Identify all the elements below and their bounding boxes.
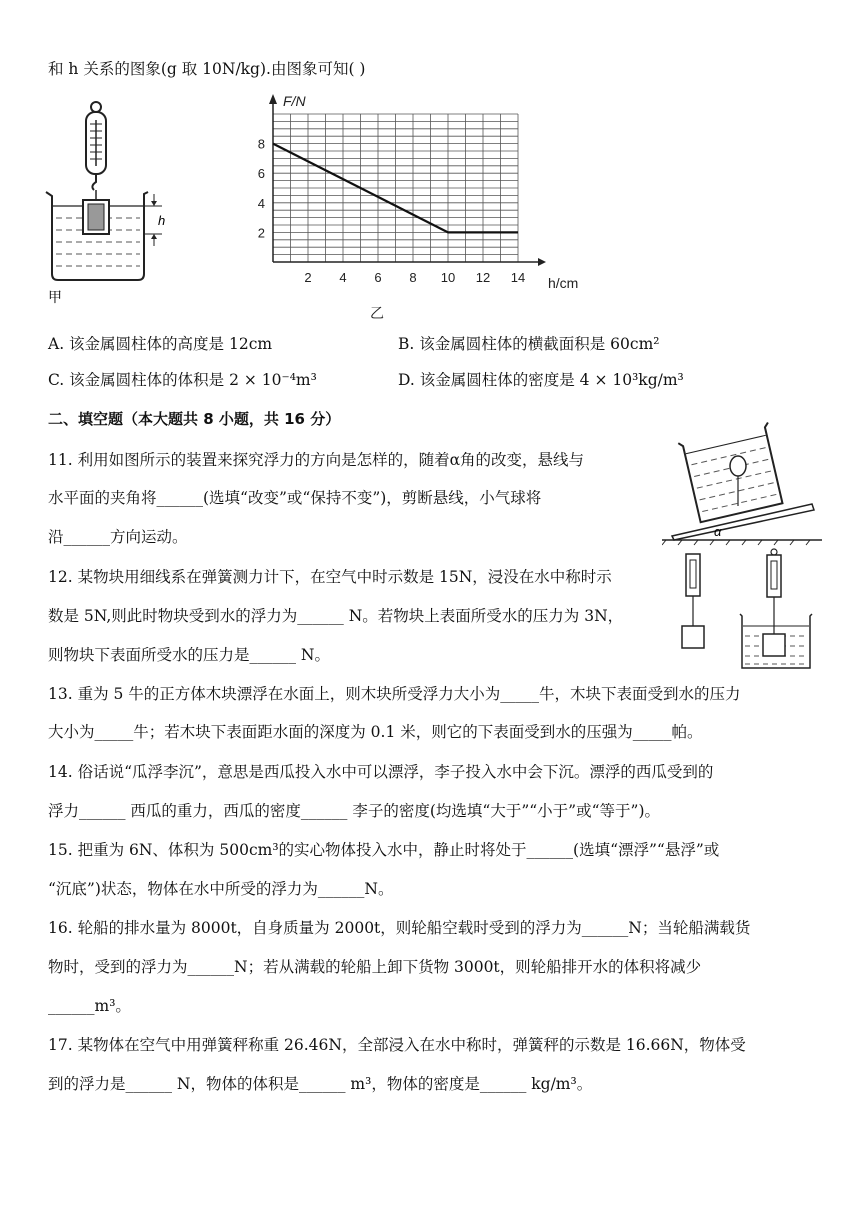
option-a: A. 该金属圆柱体的高度是 12cm [48,335,273,353]
section-heading: 二、填空题（本大题共 8 小题，共 16 分） [48,410,341,428]
option-c: C. 该金属圆柱体的体积是 2 × 10⁻⁴m³ [48,371,317,389]
x-tick-label: 2 [304,270,312,285]
x-tick-label: 4 [339,270,347,285]
question-line: 则物块下表面所受水的压力是______ N。 [48,646,330,664]
x-tick-label: 8 [409,270,417,285]
question-line: 16. 轮船的排水量为 8000t，自身质量为 2000t，则轮船空载时受到的浮力为______N；当轮船满载货 [48,919,751,937]
question-line: “沉底”)状态，物体在水中所受的浮力为______N。 [48,880,394,898]
y-tick-label: 4 [257,195,265,211]
y-tick-label: 2 [257,225,265,241]
y-tick-label: 8 [257,136,265,152]
x-axis-label: h/cm [548,275,579,291]
alpha-label: α [714,524,722,539]
y-axis-arrow [269,94,277,104]
question-line: 数是 5N,则此时物块受到水的浮力为______ N。若物块上表面所受水的压力为 3N， [48,607,624,625]
figure-jia-label: 甲 [48,289,62,305]
question-line: 14. 俗话说“瓜浮李沉”，意思是西瓜投入水中可以漂浮，李子投入水中会下沉。漂浮的西瓜受到的 [48,763,714,781]
option-d: D. 该金属圆柱体的密度是 4 × 10³kg/m³ [398,371,684,389]
question-line: 到的浮力是______ N，物体的体积是______ m³，物体的密度是______ kg/m³。 [48,1075,593,1093]
question-line: 12. 某物块用细线系在弹簧测力计下，在空气中时示数是 15N，浸没在水中称时示 [48,568,612,586]
x-tick-label: 14 [510,270,526,285]
question-line: 15. 把重为 6N、体积为 500cm³的实心物体投入水中，静止时将处于______(选填“漂浮”“悬浮”或 [48,841,720,859]
question-line: 物时，受到的浮力为______N；若从满载的轮船上卸下货物 3000t，则轮船排开水的体积将减少 [48,958,702,976]
y-axis-label: F/N [283,93,306,109]
x-axis-arrow [538,258,546,266]
figure-q12 [670,548,820,674]
chart-caption: 乙 [370,305,384,321]
figure-q11 [662,418,822,546]
h-dimension-label: h [158,213,166,228]
x-tick-label: 12 [475,270,491,285]
chart-yi [245,90,595,322]
question-line: 水平面的夹角将______(选填“改变”或“保持不变”)，剪断悬线，小气球将 [48,489,542,507]
question-line: 11. 利用如图所示的装置来探究浮力的方向是怎样的，随着α角的改变，悬线与 [48,451,585,469]
question-line: ______m³。 [48,997,131,1015]
question-line: 大小为_____牛；若木块下表面距水面的深度为 0.1 米，则它的下表面受到水的压强为_____帕。 [48,723,703,741]
x-tick-label: 6 [374,270,382,285]
question-line: 浮力______ 西瓜的重力，西瓜的密度______ 李子的密度(均选填“大于”“小于”或“等于”)。 [48,802,660,820]
question-line: 沿______方向运动。 [48,528,188,546]
figure-jia [38,98,178,308]
question-line: 17. 某物体在空气中用弹簧秤称重 26.46N，全部浸入在水中称时，弹簧秤的示数是 16.66N，物体受 [48,1036,746,1054]
x-tick-label: 10 [440,270,456,285]
question-line: 13. 重为 5 牛的正方体木块漂浮在水面上，则木块所受浮力大小为_____牛，木块下表面受到水的压力 [48,685,741,703]
question-intro: 和 h 关系的图象(g 取 10N/kg).由图象可知( ) [48,60,366,78]
option-b: B. 该金属圆柱体的横截面积是 60cm² [398,335,660,353]
y-tick-label: 6 [257,166,265,182]
